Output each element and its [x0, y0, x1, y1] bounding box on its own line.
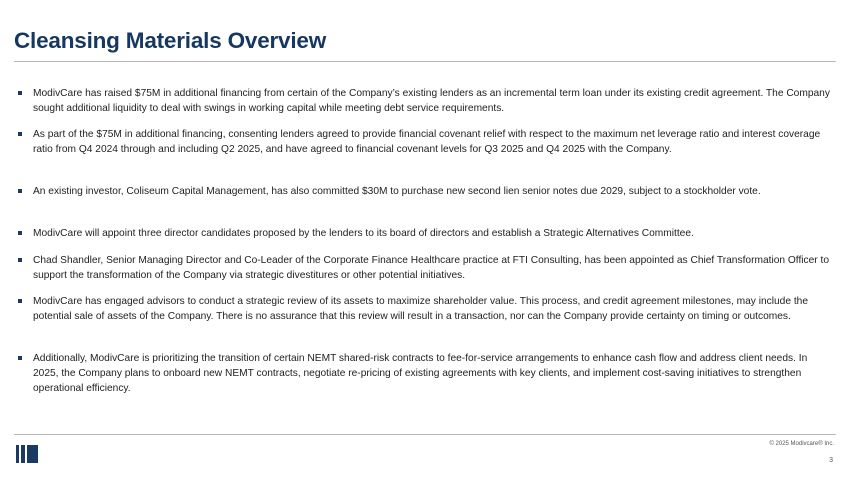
- square-bullet-icon: [18, 132, 22, 136]
- bullet-text: An existing investor, Coliseum Capital Management, has also committed $30M to purchase new second lien senior notes due 2029, subject to a stockholder vote.: [33, 186, 761, 197]
- bullet-text: ModivCare will appoint three director candidates proposed by the lenders to its board of directors and establish a Strategic Alternatives Committee.: [33, 228, 694, 239]
- bullet-item: [18, 226, 833, 241]
- square-bullet-icon: [18, 231, 22, 235]
- bullet-text: Additionally, ModivCare is prioritizing the transition of certain NEMT shared-risk contracts to fee-for-service arrangements to enhance cash flow and address client needs. In 2025, the Company plans to onboard new NEMT contracts, negotiate re-pricing of existing agreements with key clients, and implement cost-saving initiatives to strengthen operational efficiency.: [33, 353, 808, 394]
- bullet-item: [18, 351, 833, 396]
- slide-title: Cleansing Materials Overview: [14, 28, 327, 53]
- logo-bar: [21, 445, 25, 463]
- bullet-text: Chad Shandler, Senior Managing Director and Co-Leader of the Corporate Finance Healthcare practice at FTI Consulting, has been appointed as Chief Transformation Officer to support the transformation of the Company via strategic divestitures or other potential initiatives.: [33, 255, 830, 281]
- title-divider: [14, 61, 836, 62]
- bullet-item: [18, 127, 833, 157]
- square-bullet-icon: [18, 91, 22, 95]
- bullet-text: As part of the $75M in additional financing, consenting lenders agreed to provide financial covenant relief with respect to the maximum net leverage ratio and interest coverage ratio from Q4 2024 through and including Q2 2025, and have agreed to financial covenant levels for Q3 2025 and Q4 2025 with the Company.: [33, 129, 821, 155]
- square-bullet-icon: [18, 189, 22, 193]
- square-bullet-icon: [18, 258, 22, 262]
- logo-bar: [16, 445, 19, 463]
- page-number: 3: [829, 457, 833, 464]
- footer-divider: [14, 434, 836, 435]
- modivcare-logo-icon: [16, 445, 38, 463]
- bullet-item: [18, 184, 833, 199]
- logo-bar: [27, 445, 38, 463]
- bullet-item: [18, 294, 833, 324]
- square-bullet-icon: [18, 356, 22, 360]
- bullet-text: ModivCare has raised $75M in additional financing from certain of the Company’s existing lenders as an incremental term loan under its existing credit agreement. The Company sought additional liquidity to deal with swings in working capital while meeting debt service requirements.: [33, 88, 830, 114]
- bullet-item: [18, 86, 833, 116]
- bullet-item: [18, 253, 833, 283]
- copyright-text: © 2025 Modivcare® Inc.: [769, 441, 834, 447]
- bullet-text: ModivCare has engaged advisors to conduct a strategic review of its assets to maximize shareholder value. This process, and credit agreement milestones, may include the potential sale of assets of the Company. There is no assurance that this review will result in a transaction, nor can the Company provide certainty on timing or outcomes.: [33, 296, 809, 322]
- square-bullet-icon: [18, 299, 22, 303]
